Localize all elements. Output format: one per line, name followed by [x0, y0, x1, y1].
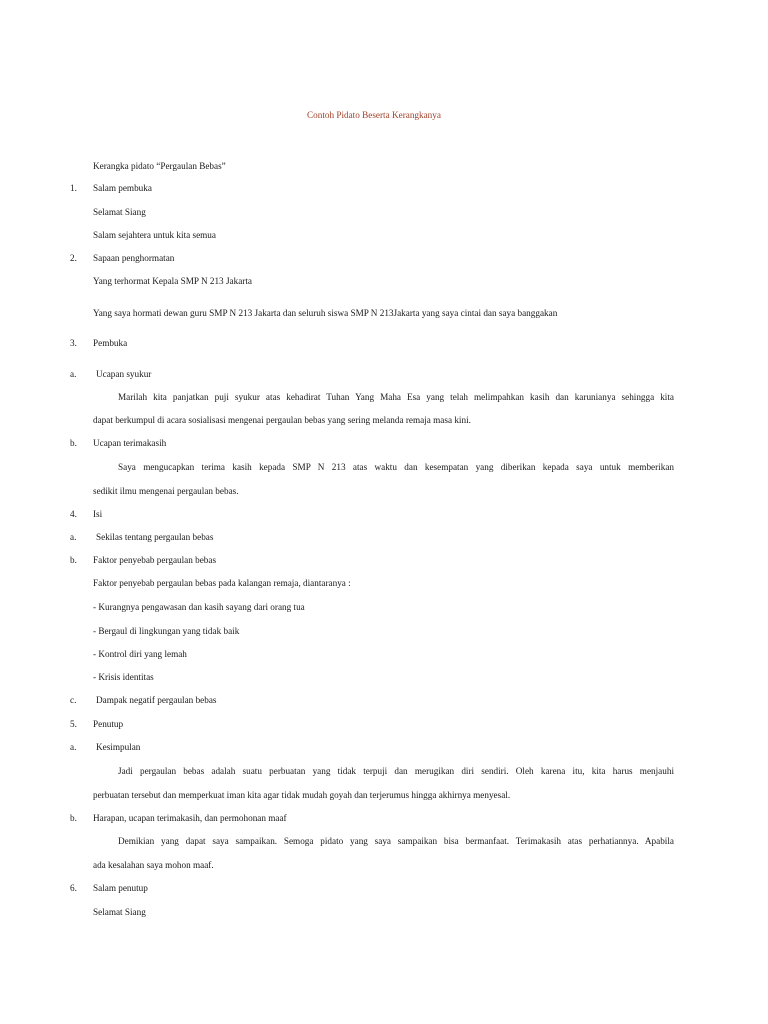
paragraph-line: Saya mengucapkan terima kasih kepada SMP N 213 atas waktu dan kesempatan yang diberikan kepada saya untuk memberikan	[118, 462, 674, 472]
sub-letter: a.	[70, 742, 77, 752]
body-line: Selamat Siang	[93, 207, 146, 217]
list-item: - Kontrol diri yang lemah	[93, 649, 187, 659]
sub-letter: b.	[70, 813, 77, 823]
sub-letter: b.	[70, 438, 77, 448]
section-heading: Penutup	[93, 719, 124, 729]
section-heading: Isi	[93, 509, 103, 519]
body-line: Selamat Siang	[93, 907, 146, 917]
section-number: 4.	[70, 509, 77, 519]
body-line: Yang terhormat Kepala SMP N 213 Jakarta	[93, 276, 252, 286]
section-number: 1.	[70, 183, 77, 193]
paragraph-line: sedikit ilmu mengenai pergaulan bebas.	[93, 486, 239, 496]
sub-heading: Kesimpulan	[96, 742, 141, 752]
paragraph-line: ada kesalahan saya mohon maaf.	[93, 860, 214, 870]
list-item: - Bergaul di lingkungan yang tidak baik	[93, 626, 240, 636]
section-heading: Salam pembuka	[93, 183, 152, 193]
body-line: Salam sejahtera untuk kita semua	[93, 230, 216, 240]
sub-letter: b.	[70, 555, 77, 565]
sub-heading: Ucapan terimakasih	[93, 438, 167, 448]
sub-heading: Dampak negatif pergaulan bebas	[96, 695, 217, 705]
section-number: 2.	[70, 253, 77, 263]
section-heading: Sapaan penghormatan	[93, 253, 175, 263]
paragraph-line: Marilah kita panjatkan puji syukur atas kehadirat Tuhan Yang Maha Esa yang telah melimpahkan kasih dan karunianya sehingga kita	[118, 392, 674, 402]
sub-letter: a.	[70, 532, 77, 542]
paragraph-line: Jadi pergaulan bebas adalah suatu perbuatan yang tidak terpuji dan merugikan diri sendiri. Oleh karena itu, kita harus menjauhi	[118, 766, 674, 776]
sub-heading: Harapan, ucapan terimakasih, dan permohonan maaf	[93, 813, 287, 823]
paragraph-line: dapat berkumpul di acara sosialisasi mengenai pergaulan bebas yang sering melanda remaja masa kini.	[93, 415, 471, 425]
paragraph-line: Demikian yang dapat saya sampaikan. Semoga pidato yang saya sampaikan bisa bermanfaat. Terimakasih atas perhatiannya. Apabila	[118, 836, 674, 846]
section-heading: Salam penutup	[93, 883, 148, 893]
paragraph-line: perbuatan tersebut dan memperkuat iman kita agar tidak mudah goyah dan terjerumus hingga akhirnya menyesal.	[93, 790, 511, 800]
kerangka-heading: Kerangka pidato “Pergaulan Bebas”	[93, 161, 226, 171]
section-heading: Pembuka	[93, 338, 128, 348]
body-line: Faktor penyebab pergaulan bebas pada kalangan remaja, diantaranya :	[93, 578, 351, 588]
section-number: 6.	[70, 883, 77, 893]
sub-letter: a.	[70, 369, 77, 379]
list-item: - Krisis identitas	[93, 672, 154, 682]
sub-letter: c.	[70, 695, 77, 705]
sub-heading: Sekilas tentang pergaulan bebas	[96, 532, 214, 542]
list-item: - Kurangnya pengawasan dan kasih sayang dari orang tua	[93, 602, 305, 612]
document-title: Contoh Pidato Beserta Kerangkanya	[307, 110, 441, 120]
sub-heading: Ucapan syukur	[96, 369, 152, 379]
section-number: 5.	[70, 719, 77, 729]
section-number: 3.	[70, 338, 77, 348]
sub-heading: Faktor penyebab pergaulan bebas	[93, 555, 217, 565]
body-line: Yang saya hormati dewan guru SMP N 213 Jakarta dan seluruh siswa SMP N 213Jakarta yang saya cintai dan saya banggakan	[93, 308, 558, 318]
